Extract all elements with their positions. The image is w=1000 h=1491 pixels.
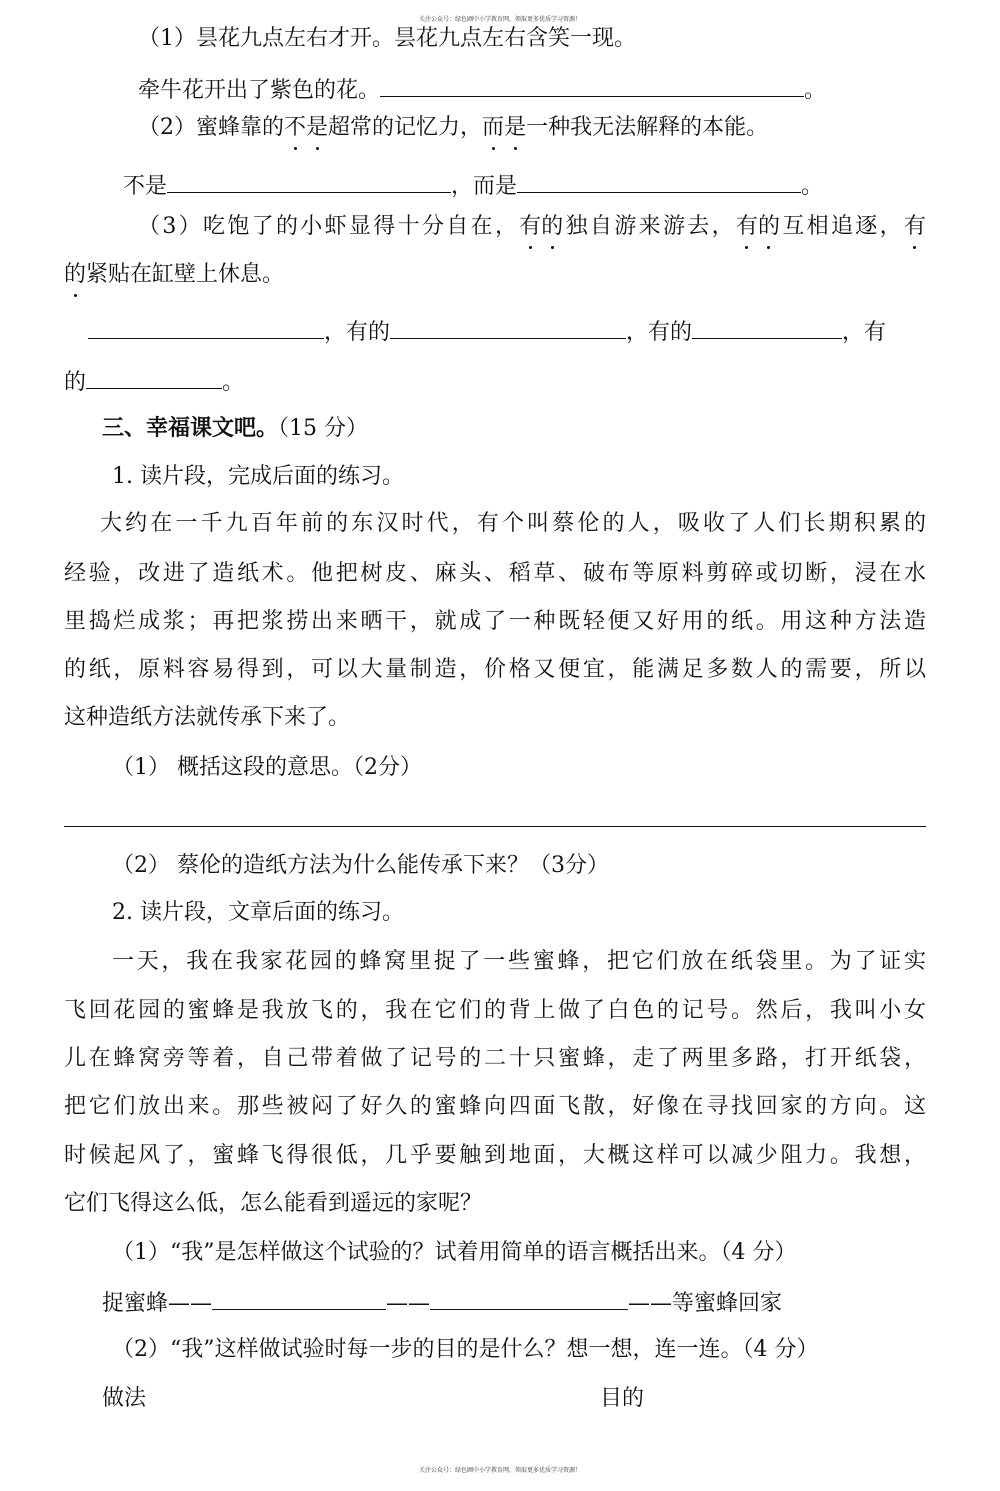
q3-dot-de3: 的: [64, 260, 86, 290]
q2-blank-2[interactable]: [517, 170, 801, 193]
q2-blank-1[interactable]: [167, 170, 451, 193]
passage2-line: 飞回花园的蜜蜂是我放飞的，我在它们的背上做了白色的记号。然后，我叫小女: [64, 998, 926, 1023]
p2-q1-blank-1[interactable]: [212, 1287, 386, 1310]
q1-answer-blank[interactable]: [380, 74, 804, 97]
passage2-line: 儿在蜂窝旁等着，自己带着做了记号的二十只蜜蜂，走了两里多路，打开纸袋，: [64, 1046, 926, 1071]
passage1-line: 里捣烂成浆；再把浆捞出来晒干，就成了一种既轻便又好用的纸。用这种方法造: [64, 609, 926, 634]
part2-title: 2. 读片段，文章后面的练习。: [112, 900, 404, 925]
q3-fill-you: ，有: [842, 320, 887, 345]
header-note: 关注公众号：绿色圃中小学教育网，领取更多优质学习资源！: [418, 16, 581, 23]
p1-question-1: （1） 概括这段的意思。（2分）: [112, 755, 422, 780]
q2-fill-end: 。: [801, 174, 824, 199]
q1-example: （1）昙花九点左右才开。昙花九点左右含笑一现。: [138, 26, 636, 51]
q3-dot-de1: 的: [541, 212, 563, 242]
q3-dot-you1: 有: [519, 212, 541, 242]
q2-mid: 超常的记忆力，: [328, 115, 483, 140]
passage1-line: 大约在一千九百年前的东汉时代，有个叫蔡伦的人，吸收了人们长期积累的: [100, 511, 926, 536]
p2-q1-end: ——等蜜蜂回家: [628, 1291, 783, 1316]
q3-part3: 紧贴在缸壁上休息。: [86, 262, 285, 287]
q3-part1: 独自游来游去，: [563, 214, 736, 239]
q2-dot-bu: 不: [284, 113, 306, 143]
q2-dot-shi2: 是: [504, 113, 526, 143]
q2-fill-line: [123, 170, 823, 202]
q3-fill-line1: [88, 316, 886, 348]
q2-fill-bushi: 不是: [123, 174, 168, 199]
q2-dot-er: 而: [482, 113, 504, 143]
q3-fill-youde1: ，有的: [324, 320, 391, 345]
passage1-line: 经验，改进了造纸术。他把树皮、麻头、稻草、破布等原料剪碎或切断，浸在水: [64, 561, 926, 586]
q2-lead: （2）蜜蜂靠的: [138, 115, 284, 140]
q3-blank-1[interactable]: [88, 316, 324, 339]
col-purpose: 目的: [600, 1386, 645, 1411]
section3-heading: [102, 413, 368, 444]
q3-fill-end: 。: [222, 370, 245, 395]
q3-fill-line2: [64, 366, 244, 398]
q3-sentence-line2: [64, 260, 284, 290]
p1-question-2: （2） 蔡伦的造纸方法为什么能传承下来？（3分）: [112, 853, 609, 878]
col-method: 做法: [102, 1386, 147, 1411]
p2-q1-fill-line: [102, 1287, 782, 1319]
q3-dot-you3: 有: [904, 212, 926, 242]
section3-score: （15 分）: [278, 416, 369, 441]
q3-dot-you2: 有: [736, 212, 758, 242]
q3-dot-de2: 的: [758, 212, 780, 242]
q3-blank-3[interactable]: [692, 316, 842, 339]
q3-fill-de: 的: [64, 370, 87, 395]
p2-q1-dash: ——: [386, 1291, 431, 1316]
p2-q1-blank-2[interactable]: [430, 1287, 628, 1310]
passage2-line: 时候起风了，蜜蜂飞得很低，几乎要触到地面，大概这样可以减少阻力。我想，: [64, 1143, 926, 1168]
q1-fill-line: [138, 74, 826, 106]
q3-sentence-line1: [64, 212, 926, 242]
q3-lead: （3）吃饱了的小虾显得十分自在，: [138, 214, 520, 239]
passage1-line: 的纸，原料容易得到，可以大量制造，价格又便宜，能满足多数人的需要，所以: [64, 657, 926, 682]
q2-fill-ershi: ，而是: [451, 174, 518, 199]
q3-blank-2[interactable]: [390, 316, 626, 339]
part1-title: 1. 读片段，完成后面的练习。: [112, 464, 404, 489]
p2-question-1: （1）“我”是怎样做这个试验的？试着用简单的语言概括出来。（4 分）: [112, 1240, 797, 1265]
p2-question-2: （2）“我”这样做试验时每一步的目的是什么？想一想，连一连。（4 分）: [112, 1337, 819, 1362]
p1-answer-line[interactable]: [64, 826, 926, 827]
q3-blank-4[interactable]: [86, 366, 222, 389]
q2-dot-shi1: 是: [306, 113, 328, 143]
q1-prompt: 牵牛花开出了紫色的花。: [138, 78, 381, 103]
q1-end: 。: [804, 78, 827, 103]
q3-part2: 互相追逐，: [779, 214, 904, 239]
passage2-line: 一天，我在我家花园的蜂窝里捉了一些蜜蜂，把它们放在纸袋里。为了证实: [112, 949, 926, 974]
q2-tail: 一种我无法解释的本能。: [526, 115, 769, 140]
q2-sentence: [138, 113, 768, 143]
footer-note: 关注公众号：绿色圃中小学教育网，领取更多优质学习资源！: [418, 1467, 581, 1474]
p2-q1-start: 捉蜜蜂——: [102, 1291, 213, 1316]
passage2-line: 把它们放出来。那些被闷了好久的蜜蜂向四面飞散，好像在寻找回家的方向。这: [64, 1094, 926, 1119]
passage2-line: 它们飞得这么低，怎么能看到遥远的家呢？: [64, 1191, 483, 1216]
passage1-line: 这种造纸方法就传承下来了。: [64, 705, 351, 730]
q3-fill-youde2: ，有的: [626, 320, 693, 345]
section3-title: 三、幸福课文吧。: [102, 415, 279, 441]
